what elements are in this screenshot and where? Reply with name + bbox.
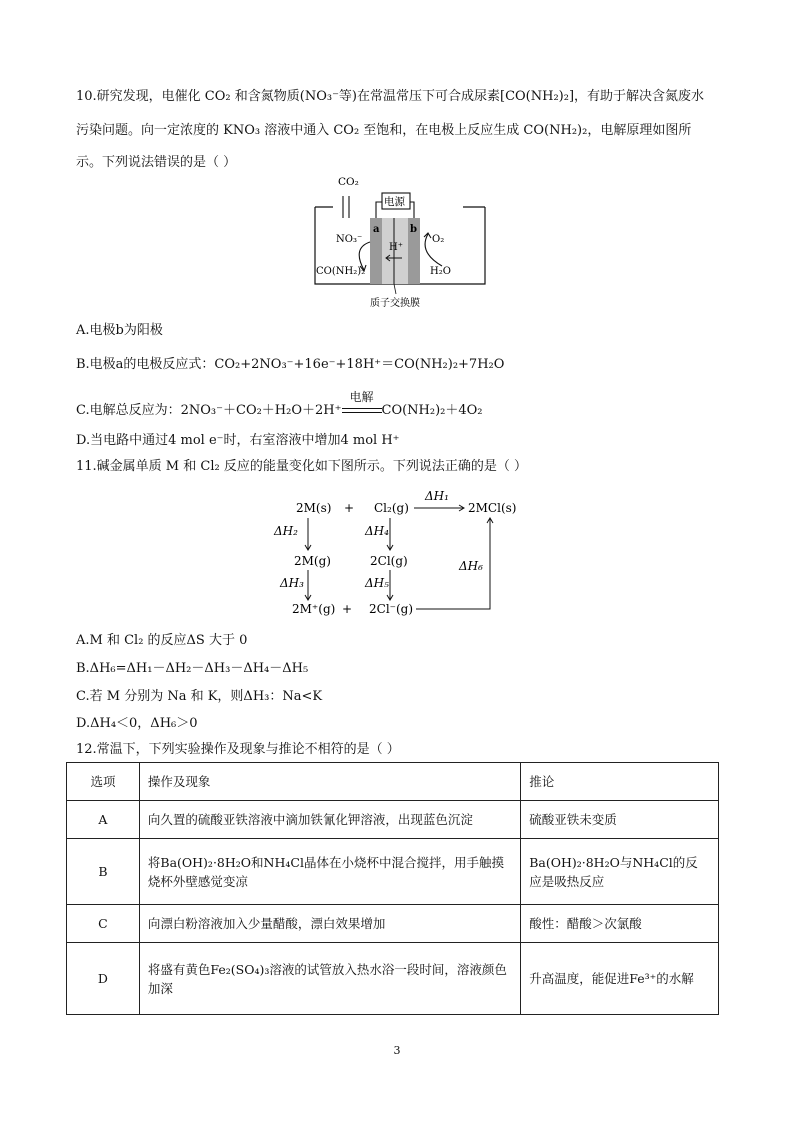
q11-option-c: C.若 M 分别为 Na 和 K，则ΔH₃：Na<K xyxy=(76,689,323,704)
row-option: B xyxy=(67,839,140,905)
q10-option-b: B.电极a的电极反应式：CO₂+2NO₃⁻+16e⁻+18H⁺＝CO(NH₂)₂+7H₂O xyxy=(76,357,505,372)
power-source-label: 电源 xyxy=(384,196,405,208)
row-inference: 酸性：醋酸＞次氯酸 xyxy=(521,905,719,943)
row-inference: 硫酸亚铁未变质 xyxy=(521,801,719,839)
header-operation: 操作及现象 xyxy=(139,763,520,801)
q10-stem-line2: 污染问题。向一定浓度的 KNO₃ 溶液中通入 CO₂ 至饱和，在电极上反应生成 CO(NH₂)₂，电解原理如图所 xyxy=(76,123,692,138)
q10-option-c-rhs: CO(NH₂)₂＋4O₂ xyxy=(381,403,483,418)
dh3-label: ΔH₃ xyxy=(280,576,304,590)
row-operation: 将盛有黄色Fe₂(SO₄)₃溶液的试管放入热水浴一段时间，溶液颜色加深 xyxy=(139,943,520,1015)
header-inference: 推论 xyxy=(521,763,719,801)
m-gas-label: 2M(g) xyxy=(294,554,331,568)
q12-stem: 12.常温下，下列实验操作及现象与推论不相符的是（ ） xyxy=(76,742,400,757)
membrane-label: 质子交换膜 xyxy=(370,298,420,309)
cl-gas-label: 2Cl(g) xyxy=(370,554,408,568)
q10-stem-line3: 示。下列说法错误的是（ ） xyxy=(76,155,237,170)
electrode-a-label: a xyxy=(373,224,380,235)
q11-option-a: A.M 和 Cl₂ 的反应ΔS 大于 0 xyxy=(76,633,248,648)
mcl-solid-label: 2MCl(s) xyxy=(468,501,517,515)
q10-option-a: A.电极b为阳极 xyxy=(76,323,163,338)
dh1-label: ΔH₁ xyxy=(425,489,449,503)
q11-option-d: D.ΔH₄＜0，ΔH₆＞0 xyxy=(76,716,198,731)
q11-stem: 11.碱金属单质 M 和 Cl₂ 反应的能量变化如下图所示。下列说法正确的是（ ） xyxy=(76,459,527,474)
table-header-row xyxy=(67,763,719,801)
electrolysis-condition xyxy=(342,390,382,420)
equals-sign xyxy=(342,408,382,413)
row-option: C xyxy=(67,905,140,943)
electrolysis-diagram xyxy=(300,170,500,318)
row-operation: 将Ba(OH)₂·8H₂O和NH₄Cl晶体在小烧杯中混合搅拌，用手触摸烧杯外壁感觉变凉 xyxy=(139,839,520,905)
q10-option-d: D.当电路中通过4 mol e⁻时，右室溶液中增加4 mol H⁺ xyxy=(76,433,400,448)
m-solid-label: 2M(s) xyxy=(296,501,332,515)
dh4-label: ΔH₄ xyxy=(365,524,389,538)
water-label: H₂O xyxy=(430,266,451,277)
table-row xyxy=(67,801,719,839)
row-inference: Ba(OH)₂·8H₂O与NH₄Cl的反应是吸热反应 xyxy=(521,839,719,905)
proton-label: H⁺ xyxy=(389,242,403,253)
m-cation-label: 2M⁺(g) xyxy=(292,602,336,616)
electrode-b-label: b xyxy=(410,224,417,235)
row-operation: 向漂白粉溶液加入少量醋酸，漂白效果增加 xyxy=(139,905,520,943)
table-row xyxy=(67,839,719,905)
row-option: D xyxy=(67,943,140,1015)
dh5-label: ΔH₅ xyxy=(365,576,389,590)
plus-sign-top: + xyxy=(344,501,355,515)
q10-option-c xyxy=(76,390,483,420)
co2-label: CO₂ xyxy=(338,176,359,188)
born-haber-cycle xyxy=(270,484,530,620)
row-option: A xyxy=(67,801,140,839)
table-row xyxy=(67,905,719,943)
oxygen-label: O₂ xyxy=(432,234,445,245)
page-number: 3 xyxy=(393,1044,401,1057)
urea-label: CO(NH₂)₂ xyxy=(316,266,366,277)
cl2-gas-label: Cl₂(g) xyxy=(374,501,409,515)
table-row xyxy=(67,943,719,1015)
dh6-label: ΔH₆ xyxy=(459,559,483,573)
row-operation: 向久置的硫酸亚铁溶液中滴加铁氰化钾溶液，出现蓝色沉淀 xyxy=(139,801,520,839)
q10-stem-line1: 10.研究发现，电催化 CO₂ 和含氮物质(NO₃⁻等)在常温常压下可合成尿素[CO(NH₂)₂]，有助于解决含氮废水 xyxy=(76,89,705,104)
plus-sign-bottom: + xyxy=(342,602,353,616)
experiment-table xyxy=(66,762,719,1015)
cl-anion-label: 2Cl⁻(g) xyxy=(369,602,414,616)
electrolysis-condition-text: 电解 xyxy=(349,390,374,404)
q11-option-b: B.ΔH₆=ΔH₁－ΔH₂－ΔH₃－ΔH₄－ΔH₅ xyxy=(76,661,309,676)
header-option: 选项 xyxy=(67,763,140,801)
nitrate-label: NO₃⁻ xyxy=(336,234,363,245)
dh2-label: ΔH₂ xyxy=(274,524,298,538)
row-inference: 升高温度，能促进Fe³⁺的水解 xyxy=(521,943,719,1015)
q10-option-c-lhs: C.电解总反应为：2NO₃⁻＋CO₂＋H₂O＋2H⁺ xyxy=(76,403,342,418)
